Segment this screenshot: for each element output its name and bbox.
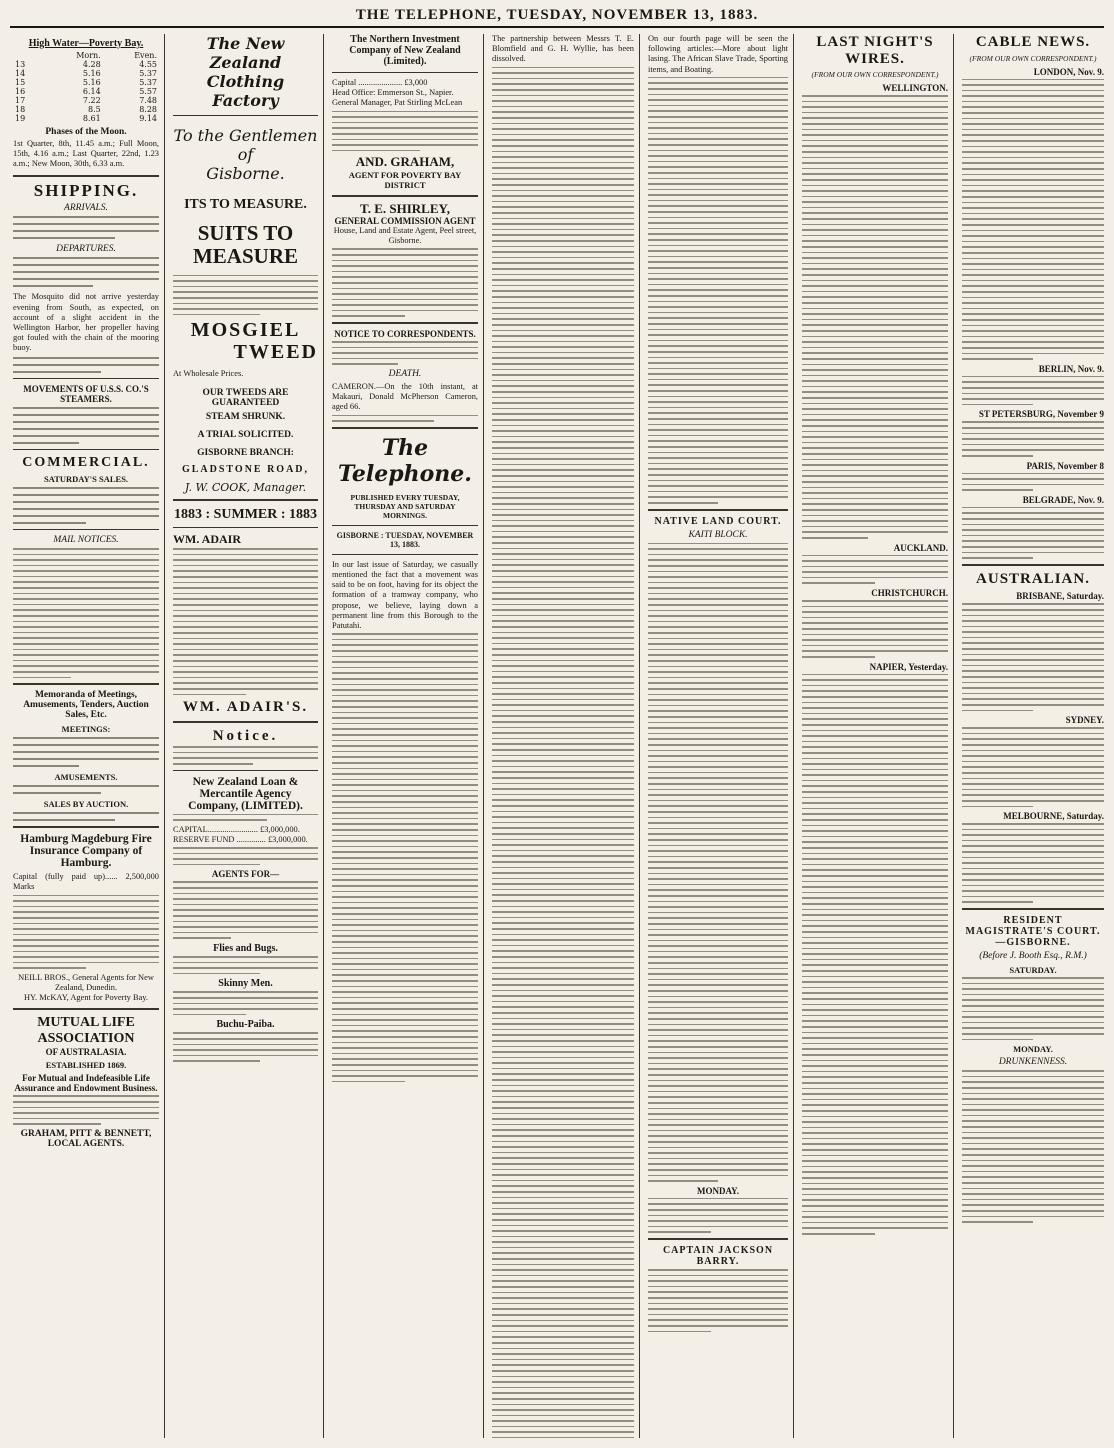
mosgiel: MOSGIEL [190,319,301,342]
monday-heading: MONDAY. [1013,1044,1053,1055]
column-rule [953,34,954,1438]
mutual-tagline: For Mutual and Indefeasible Life Assurance and Endowment Business. [14,1073,158,1094]
column-7 [957,34,1109,1438]
tide-table [13,51,159,123]
published-every: PUBLISHED EVERY TUESDAY, THURSDAY AND SATURDAY MORNINGS. [350,492,460,520]
general-manager: General Manager, Pat Stirling McLean [332,98,463,108]
mckay-agent: HY. McKAY, Agent for Poverty Bay. [24,993,148,1003]
tide-cell: 5.57 [139,87,157,96]
belgrade-dateline: BELGRADE, Nov. 9. [1022,494,1104,505]
nz-clothing-line1: The New Zealand [206,34,285,72]
tide-row [13,87,159,96]
gisborne-branch: GISBORNE BRANCH: [197,447,294,458]
shirley-sub: GENERAL COMMISSION AGENT [334,215,476,226]
to-gentlemen-line1: To the Gentlemen of [173,126,318,164]
tweed: TWEED [233,341,318,364]
tide-cell: 6.14 [82,87,101,96]
tide-cell: 4.28 [82,60,101,69]
column-4 [487,34,639,1438]
tide-header-cell [13,51,43,60]
captain-barry: CAPTAIN JACKSON BARRY. [662,1244,774,1267]
tide-cell: 14 [15,69,26,78]
divider [648,509,788,511]
tweeds-guaranteed: OUR TWEEDS ARE GUARANTEED [202,387,289,408]
tide-cell: 18 [15,105,26,114]
hamburg-capital: Capital (fully paid up)...... 2,500,000 Marks [13,872,159,892]
established: ESTABLISHED 1869. [45,1060,127,1071]
divider [332,322,478,324]
masthead: THE TELEPHONE, TUESDAY, NOVEMBER 13, 1883. [10,4,1104,28]
its-to-measure: ITS TO MEASURE. [184,197,307,212]
tide-cell: 9.14 [139,114,157,123]
departures-heading: DEPARTURES. [56,244,116,255]
wm-adair: WM. ADAIR [173,531,241,546]
notice-heading: Notice. [212,727,279,744]
column-rule [164,34,165,1438]
divider [13,175,159,177]
tide-header-cell: Even. [134,51,157,60]
divider [332,195,478,197]
column-2 [168,34,323,1438]
tide-cell: 17 [15,96,26,105]
tide-title: High Water—Poverty Bay. [28,38,144,49]
column-3 [327,34,483,1438]
movements-heading: MOVEMENTS OF U.S.S. CO.'S STEAMERS. [23,383,149,404]
column-5 [643,34,793,1438]
before-line: (Before J. Booth Esq., R.M.) [979,951,1087,961]
notice-correspondents: NOTICE TO CORRESPONDENTS. [334,329,476,340]
memoranda-heading: Memoranda of Meetings, Amusements, Tenders, Auction Sales, Etc. [23,690,149,721]
wellington-dateline: WELLINGTON. [882,83,948,93]
tide-row [13,114,159,123]
divider [13,529,159,530]
tide-cell: 7.22 [82,96,101,105]
column-rule [323,34,324,1438]
tide-cell: 15 [15,78,26,87]
tide-row [13,78,159,87]
tide-cell: 8.5 [87,105,101,114]
column-rule [793,34,794,1438]
native-land-court: NATIVE LAND COURT. [654,515,782,527]
tide-cell: 5.37 [139,78,157,87]
fourth-page-intro: On our fourth page will be seen the following articles:—More about light lasing. The African Slave Trade, Sporting items, and Boating. [648,34,788,74]
death-text: CAMERON.—On the 10th instant, at Makauri, Donald McPherson Cameron, aged 66. [332,382,478,412]
monday-heading: MONDAY. [696,1185,740,1196]
mutual-title: MUTUAL LIFE ASSOCIATION [37,1015,135,1047]
tide-cell: 5.37 [139,69,157,78]
commercial-heading: COMMERCIAL. [22,454,150,470]
divider [173,770,318,771]
tide-row [13,105,159,114]
divider [13,683,159,685]
shipping-heading: SHIPPING. [33,180,139,200]
gladstone-road: GLADSTONE ROAD, [181,463,310,475]
leader-text: In our last issue of Saturday, we casually mentioned the fact that a movement was said to be on foot, having for its object the formation of a tramway company, who propose, we believe, laying down a permanent line from this Borough to the Patutahi. [332,559,478,631]
shirley: T. E. SHIRLEY, [360,200,450,216]
cook-manager: J. W. COOK, Manager. [184,480,307,494]
own-correspondent: (FROM OUR OWN CORRESPONDENT.) [811,70,939,79]
buchu-paiba: Buchu-Paiba. [216,1019,275,1031]
nz-loan-title: New Zealand Loan & Mercantile Agency Company, (LIMITED). [188,775,303,812]
divider [13,826,159,828]
cable-news-heading: CABLE NEWS. [975,34,1091,50]
mosquito-text: The Mosquito did not arrive yesterday evening from South, as expected, on account of a slight accident in the Wellington Harbor, her propeller having got fouled with the chain of the mooring buoy. [13,292,159,353]
steam-shrunk: STEAM SHRUNK. [205,411,286,422]
graham-footer: GRAHAM, PITT & BENNETT, LOCAL AGENTS. [20,1129,152,1150]
and-graham: AND. GRAHAM, [355,154,455,170]
moon-text: 1st Quarter, 8th, 11.45 a.m.; Full Moon, 15th, 4.16 a.m.; Last Quarter, 22nd, 1.23 a.m.; New Moon, 30th, 6.33 a.m. [13,139,159,169]
mutual-sub: OF AUSTRALASIA. [45,1047,127,1058]
nz-clothing-line2: Clothing Factory [206,72,285,110]
saturday-sales-heading: SATURDAY'S SALES. [43,473,129,484]
divider [332,525,478,526]
tide-cell: 19 [15,114,26,123]
dateline: GISBORNE : TUESDAY, NOVEMBER 13, 1883. [336,530,474,549]
tide-cell: 5.16 [82,78,101,87]
tide-row [13,96,159,105]
arrivals-heading: ARRIVALS. [64,203,108,214]
australian-heading: AUSTRALIAN. [976,570,1090,587]
london-dateline: LONDON, Nov. 9. [1033,66,1104,77]
melbourne-dateline: MELBOURNE, Saturday. [1003,811,1104,822]
at-wholesale: At Wholesale Prices. [173,369,244,379]
capital-line: Capital ..................... £3,000 [332,78,428,87]
saturday-heading: SATURDAY. [1009,965,1057,975]
divider [332,72,478,73]
partnership-text: The partnership between Messrs T. E. Blomfield and G. H. Wyllie, has been dissolved. [492,34,634,64]
tide-header-cell: Morn. [76,51,101,60]
divider [173,115,318,116]
summer-heading: 1883 : SUMMER : 1883 [173,506,318,522]
tide-cell: 8.61 [82,114,101,123]
st-petersburg-dateline: ST PETERSBURG, November 9 [978,409,1104,420]
amusements-heading: AMUSEMENTS. [54,772,118,783]
divider [962,564,1104,566]
divider [13,378,159,379]
tide-cell: 8.28 [139,105,157,114]
tide-row [13,60,159,69]
column-6 [797,34,953,1438]
agents-for: AGENTS FOR— [211,869,280,880]
berlin-dateline: BERLIN, Nov. 9. [1038,363,1104,374]
moon-title: Phases of the Moon. [45,127,127,137]
flies-bugs: Flies and Bugs. [213,943,278,955]
meetings-heading: MEETINGS: [61,724,111,735]
tide-row [13,69,159,78]
sydney-dateline: SYDNEY. [1065,715,1104,726]
sales-auction-heading: SALES BY AUCTION. [43,799,129,810]
tide-cell: 7.48 [139,96,157,105]
column-rule [639,34,640,1438]
divider [173,721,318,723]
own-correspondent: (FROM OUR OWN CORRESPONDENT.) [969,53,1097,63]
capital-line: CAPITAL........................ £3,000,000. [173,824,300,834]
column-1 [8,34,164,1438]
and-graham-sub: AGENT FOR POVERTY BAY DISTRICT [348,169,462,190]
tide-cell: 16 [15,87,26,96]
column-rule [483,34,484,1438]
mail-notices-heading: MAIL NOTICES. [53,534,119,545]
tide-cell: 5.16 [82,69,101,78]
the-telephone: The Telephone. [338,434,472,487]
kaiti-block: KAITI BLOCK. [688,529,748,540]
divider [962,908,1104,910]
divider [332,427,478,429]
suits-to-measure: SUITS TO MEASURE [192,221,298,269]
wm-adairs: WM. ADAIR'S. [182,699,309,716]
head-office: Head Office: Emmerson St., Napier. [332,88,454,98]
divider [173,527,318,528]
auckland-dateline: AUCKLAND. [893,542,948,553]
tide-cell: 4.55 [139,60,157,69]
divider [13,1008,159,1010]
death-heading: DEATH. [388,369,422,380]
trial-solicited: A TRIAL SOLICITED. [197,429,294,440]
brisbane-dateline: BRISBANE, Saturday. [1016,591,1104,602]
reserve-line: RESERVE FUND .............. £3,000,000. [173,834,308,844]
divider [648,1238,788,1240]
hamburg-agent: NEILL BROS., General Agents for New Zealand, Dunedin. [18,972,154,993]
divider [332,554,478,555]
paris-dateline: PARIS, November 8 [1026,460,1104,471]
divider [13,449,159,450]
napier-dateline: NAPIER, Yesterday. [869,661,948,672]
hamburg-title: Hamburg Magdeburg Fire Insurance Company of Hamburg. [20,833,152,870]
divider [173,499,318,501]
resident-magistrates-heading: RESIDENT MAGISTRATE'S COURT.—GISBORNE. [965,915,1101,948]
christchurch-dateline: CHRISTCHURCH. [871,588,948,599]
last-wires-heading: LAST NIGHT'S WIRES. [816,34,934,67]
shirley-sub2: House, Land and Estate Agent, Peel street, Gisborne. [333,225,477,246]
drunkenness-heading: DRUNKENNESS. [998,1057,1068,1068]
northern-title: The Northern Investment Company of New Zealand (Limited). [349,34,461,67]
to-gentlemen-line2: Gisborne. [206,164,285,183]
tide-cell: 13 [15,60,26,69]
skinny-men: Skinny Men. [218,978,273,990]
